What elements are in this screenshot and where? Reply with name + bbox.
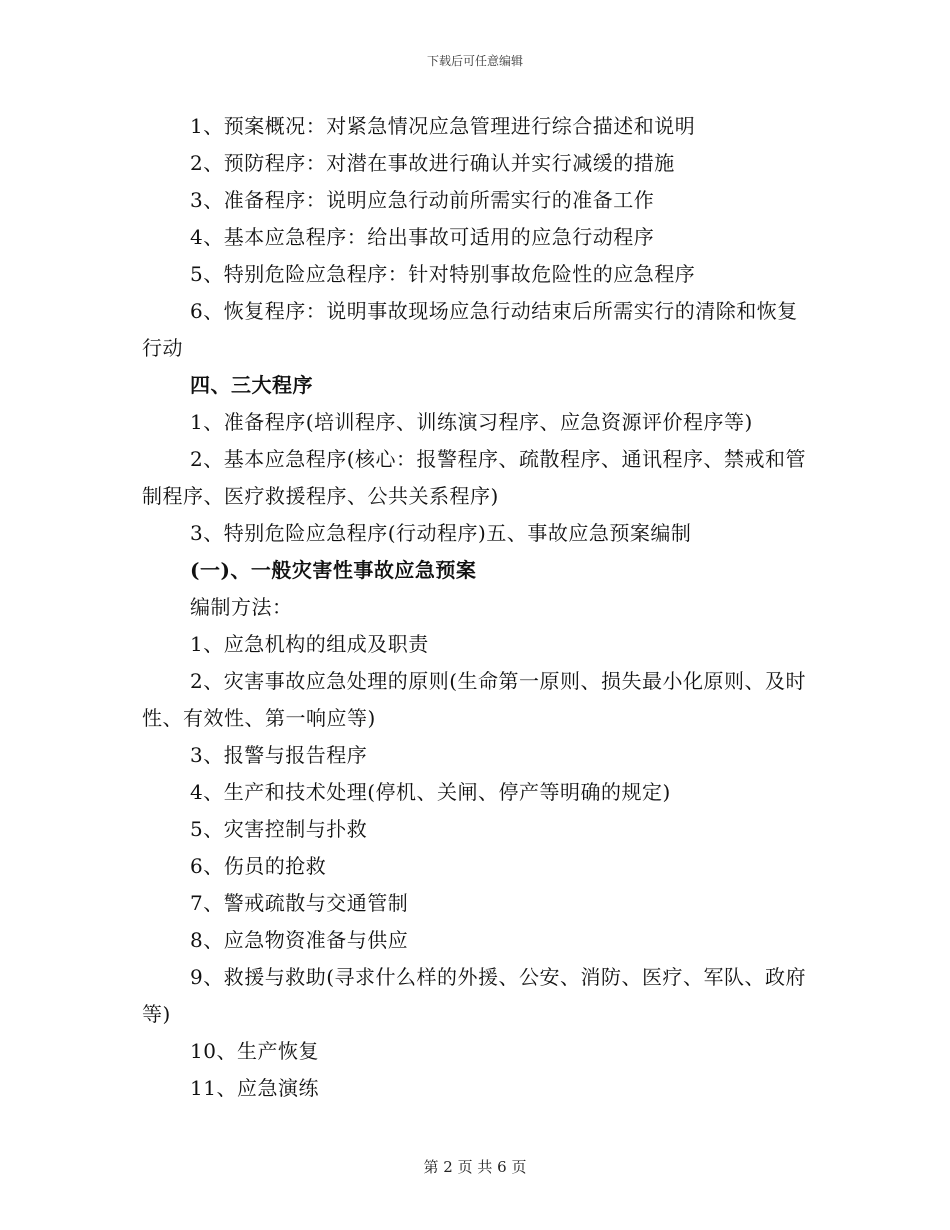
body-paragraph: 5、灾害控制与扑救 <box>190 817 368 841</box>
body-paragraph: 10、生产恢复 <box>190 1039 319 1063</box>
body-paragraph: 9、救援与救助(寻求什么样的外援、公安、消防、医疗、军队、政府等) <box>142 965 807 1026</box>
page-footer-page-number: 第 2 页 共 6 页 <box>423 1158 527 1176</box>
body-paragraph: 6、伤员的抢救 <box>190 854 327 878</box>
body-paragraph: 5、特别危险应急程序：针对特别事故危险性的应急程序 <box>190 262 696 286</box>
page-header-note: 下载后可任意编辑 <box>426 54 523 68</box>
body-paragraph: 1、准备程序(培训程序、训练演习程序、应急资源评价程序等) <box>190 410 753 434</box>
section-heading: 四、三大程序 <box>190 373 313 397</box>
body-paragraph: 2、灾害事故应急处理的原则(生命第一原则、损失最小化原则、及时性、有效性、第一响应等) <box>142 669 807 730</box>
body-paragraph: 4、生产和技术处理(停机、关闸、停产等明确的规定) <box>190 780 671 804</box>
section-heading: (一)、一般灾害性事故应急预案 <box>190 558 477 582</box>
document-body <box>142 108 808 1107</box>
body-paragraph: 3、特别危险应急程序(行动程序)五、事故应急预案编制 <box>190 521 692 545</box>
body-paragraph: 6、恢复程序：说明事故现场应急行动结束后所需实行的清除和恢复行动 <box>142 299 798 360</box>
body-paragraph: 2、预防程序：对潜在事故进行确认并实行减缓的措施 <box>190 151 675 175</box>
body-paragraph: 4、基本应急程序：给出事故可适用的应急行动程序 <box>190 225 655 249</box>
body-paragraph: 1、预案概况：对紧急情况应急管理进行综合描述和说明 <box>190 114 696 138</box>
body-paragraph: 2、基本应急程序(核心：报警程序、疏散程序、通讯程序、禁戒和管制程序、医疗救援程序、公共关系程序) <box>142 447 807 508</box>
body-paragraph: 7、警戒疏散与交通管制 <box>190 891 409 915</box>
body-paragraph: 3、报警与报告程序 <box>190 743 368 767</box>
body-paragraph: 8、应急物资准备与供应 <box>190 928 409 952</box>
body-paragraph: 3、准备程序：说明应急行动前所需实行的准备工作 <box>190 188 655 212</box>
body-paragraph: 编制方法： <box>190 595 293 619</box>
body-paragraph: 11、应急演练 <box>190 1076 319 1100</box>
body-paragraph: 1、应急机构的组成及职责 <box>190 632 429 656</box>
